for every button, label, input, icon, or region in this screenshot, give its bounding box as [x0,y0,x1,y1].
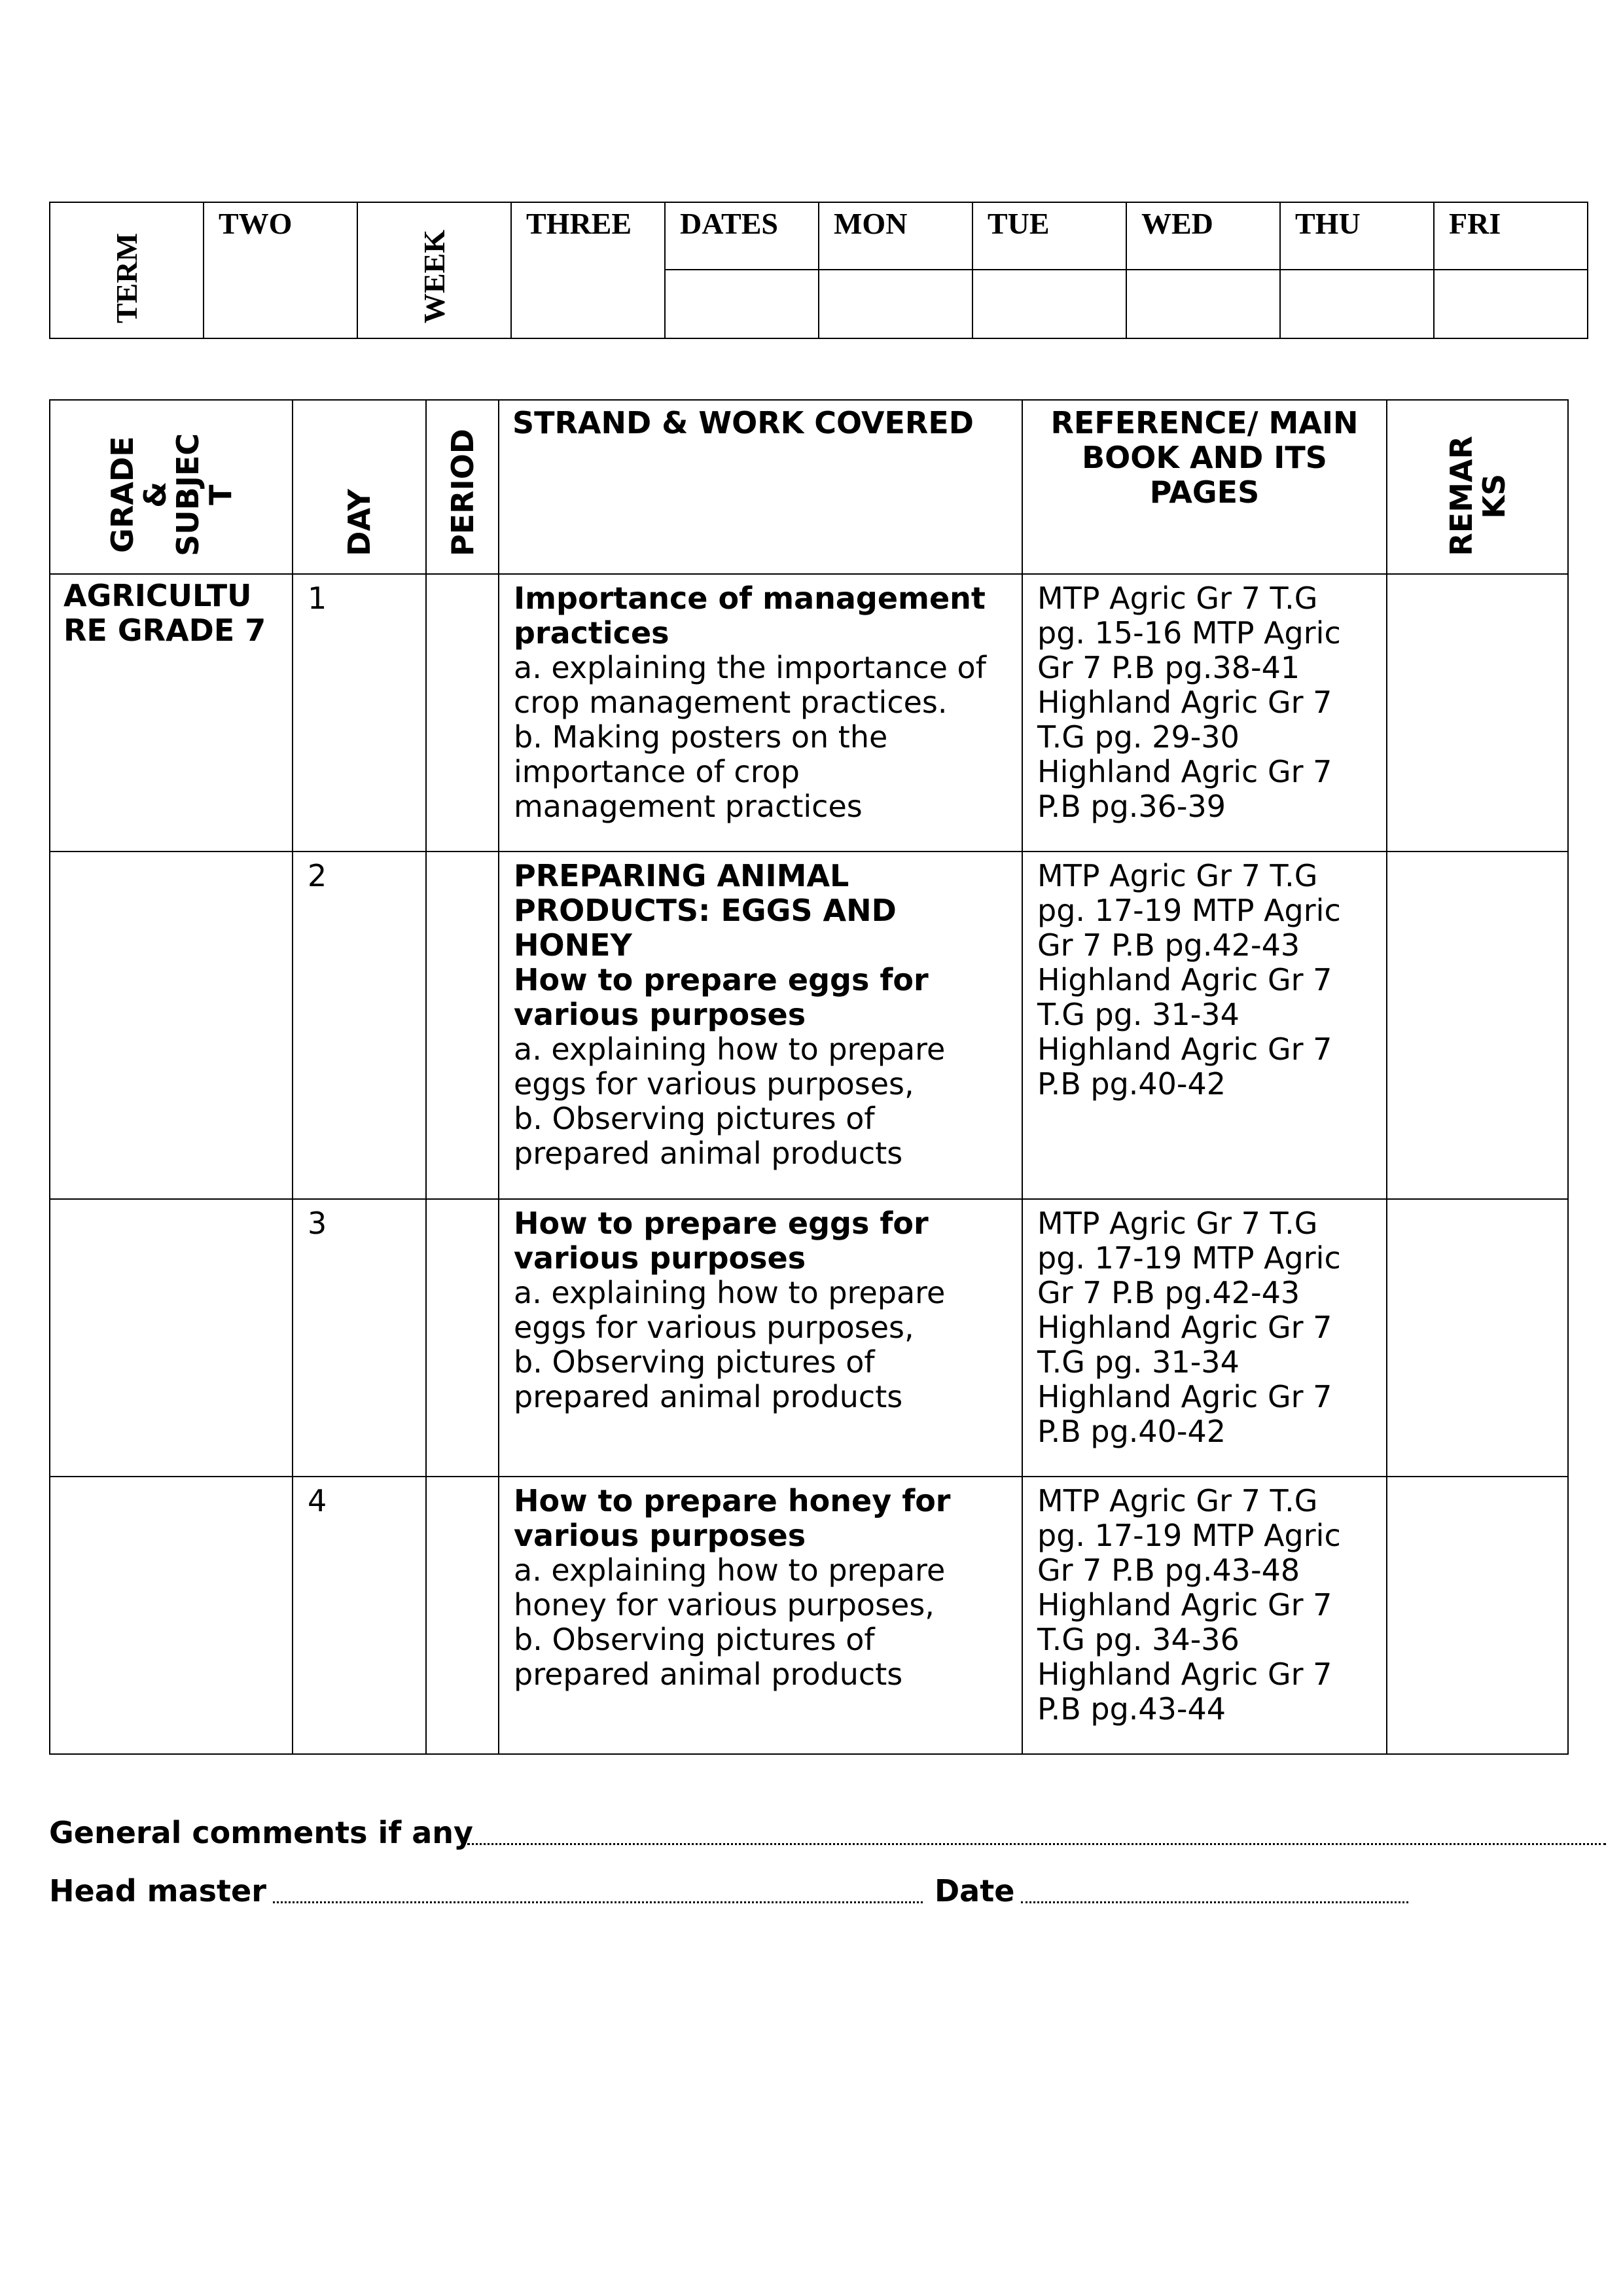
period-value [427,1477,498,1484]
remarks-text [1387,575,1567,581]
strand-subtitle: How to prepare eggs for various purposes [514,962,929,1032]
strand-title: Importance of management practices [514,581,986,651]
day-header-thu [1280,202,1434,270]
strand-title: PREPARING ANIMAL PRODUCTS: EGGS AND HONEY [514,858,897,963]
day-label: THU [1295,207,1361,240]
table-header-row [50,400,1568,574]
reference-cell [1022,1477,1387,1754]
day-header-mon [819,202,972,270]
table-row [50,574,1568,852]
day-cell [293,574,426,852]
term-week-header-table [49,202,1588,339]
remarks-text [1387,852,1567,859]
period-cell [426,574,499,852]
strand-title: How to prepare eggs for various purposes [514,1206,929,1276]
reference-cell [1022,574,1387,852]
day-label: WED [1141,207,1213,240]
strand-line: a. explaining how to prepare honey for various purposes, [514,1552,946,1623]
strand-cell [499,1199,1022,1477]
day-number: 3 [308,1206,327,1241]
period-cell [426,852,499,1199]
date-cell-mon [819,270,972,338]
strand-cell [499,574,1022,852]
period-value [427,852,498,859]
strand-line: b. Observing pictures of prepared animal products [514,1622,903,1692]
strand-cell [499,1477,1022,1754]
general-comments-label: General comments if any [49,1815,474,1850]
period-column-header [426,400,499,574]
dates-label-cell [665,202,819,270]
reference-cell [1022,852,1387,1199]
week-label: WEEK [417,229,451,323]
day-cell [293,1199,426,1477]
strand-line: b. Making posters on the importance of crop management practices [514,719,888,824]
lesson-plan-table [49,399,1569,1755]
strand-line: a. explaining the importance of crop management practices. [514,650,986,720]
dates-value-cell [665,270,819,338]
day-column-header-text: DAY [342,489,377,556]
reference-column-header: REFERENCE/ MAIN BOOK AND ITS PAGES [1022,400,1387,574]
term-value-cell [204,202,357,338]
subject-cell [50,852,293,1199]
headmaster-signature-line[interactable] [273,1901,923,1903]
date-cell-thu [1280,270,1434,338]
remarks-cell [1387,1477,1568,1754]
strand-column-header: STRAND & WORK COVERED [499,400,1022,574]
subject-cell [50,1477,293,1754]
remarks-cell [1387,852,1568,1199]
week-value: THREE [526,207,632,240]
subject-cell [50,574,293,852]
subject-text: AGRICULTU RE GRADE 7 [63,578,266,648]
term-value: TWO [219,207,293,240]
period-column-header-text: PERIOD [444,429,480,556]
week-value-cell [511,202,665,338]
day-cell [293,852,426,1199]
headmaster-label: Head master [49,1873,266,1909]
strand-line: b. Observing pictures of prepared animal products [514,1101,903,1171]
table-row [50,852,1568,1199]
reference-cell [1022,1199,1387,1477]
period-value [427,1200,498,1206]
day-header-tue [972,202,1126,270]
day-label: FRI [1449,207,1501,240]
grade-subject-header-text: GRADE & SUBJEC T [104,433,238,556]
date-cell-tue [972,270,1126,338]
remarks-column-header-text: REMAR KS [1443,436,1512,556]
remarks-cell [1387,574,1568,852]
day-number: 1 [308,581,327,616]
term-label: TERM [109,233,143,323]
strand-line: b. Observing pictures of prepared animal products [514,1344,903,1414]
reference-text: MTP Agric Gr 7 T.G pg. 17-19 MTP Agric Gr 7 P.B pg.42-43 Highland Agric Gr 7 T.G pg. 31-34 Highland Agric Gr 7 P.B pg.40-42 [1037,1206,1341,1449]
strand-title: How to prepare honey for various purposes [514,1483,951,1553]
day-column-header [293,400,426,574]
day-number: 4 [308,1483,327,1518]
date-cell-wed [1126,270,1280,338]
date-label: Date [935,1873,1015,1909]
term-label-cell [50,202,204,338]
period-cell [426,1477,499,1754]
reference-text: MTP Agric Gr 7 T.G pg. 17-19 MTP Agric Gr 7 P.B pg.43-48 Highland Agric Gr 7 T.G pg. 34-36 Highland Agric Gr 7 P.B pg.43-44 [1037,1483,1341,1727]
subject-cell [50,1199,293,1477]
remarks-column-header [1387,400,1568,574]
table-row [50,1477,1568,1754]
week-label-cell [357,202,511,338]
table-row [50,1199,1568,1477]
strand-line: a. explaining how to prepare eggs for various purposes, [514,1275,946,1345]
dates-label: DATES [680,207,778,240]
period-cell [426,1199,499,1477]
day-header-wed [1126,202,1280,270]
strand-cell [499,852,1022,1199]
date-line[interactable] [1021,1901,1408,1903]
day-label: TUE [988,207,1050,240]
reference-text: MTP Agric Gr 7 T.G pg. 15-16 MTP Agric Gr 7 P.B pg.38-41 Highland Agric Gr 7 T.G pg. 29-30 Highland Agric Gr 7 P.B pg.36-39 [1037,581,1341,824]
day-number: 2 [308,858,327,893]
date-cell-fri [1434,270,1588,338]
grade-subject-header [50,400,293,574]
period-value [427,575,498,581]
day-cell [293,1477,426,1754]
strand-line: a. explaining how to prepare eggs for various purposes, [514,1031,946,1102]
general-comments-line[interactable] [467,1843,1606,1845]
remarks-cell [1387,1199,1568,1477]
remarks-text [1387,1477,1567,1484]
remarks-text [1387,1200,1567,1206]
day-label: MON [834,207,908,240]
reference-text: MTP Agric Gr 7 T.G pg. 17-19 MTP Agric Gr 7 P.B pg.42-43 Highland Agric Gr 7 T.G pg. 31-34 Highland Agric Gr 7 P.B pg.40-42 [1037,858,1341,1102]
day-header-fri [1434,202,1588,270]
